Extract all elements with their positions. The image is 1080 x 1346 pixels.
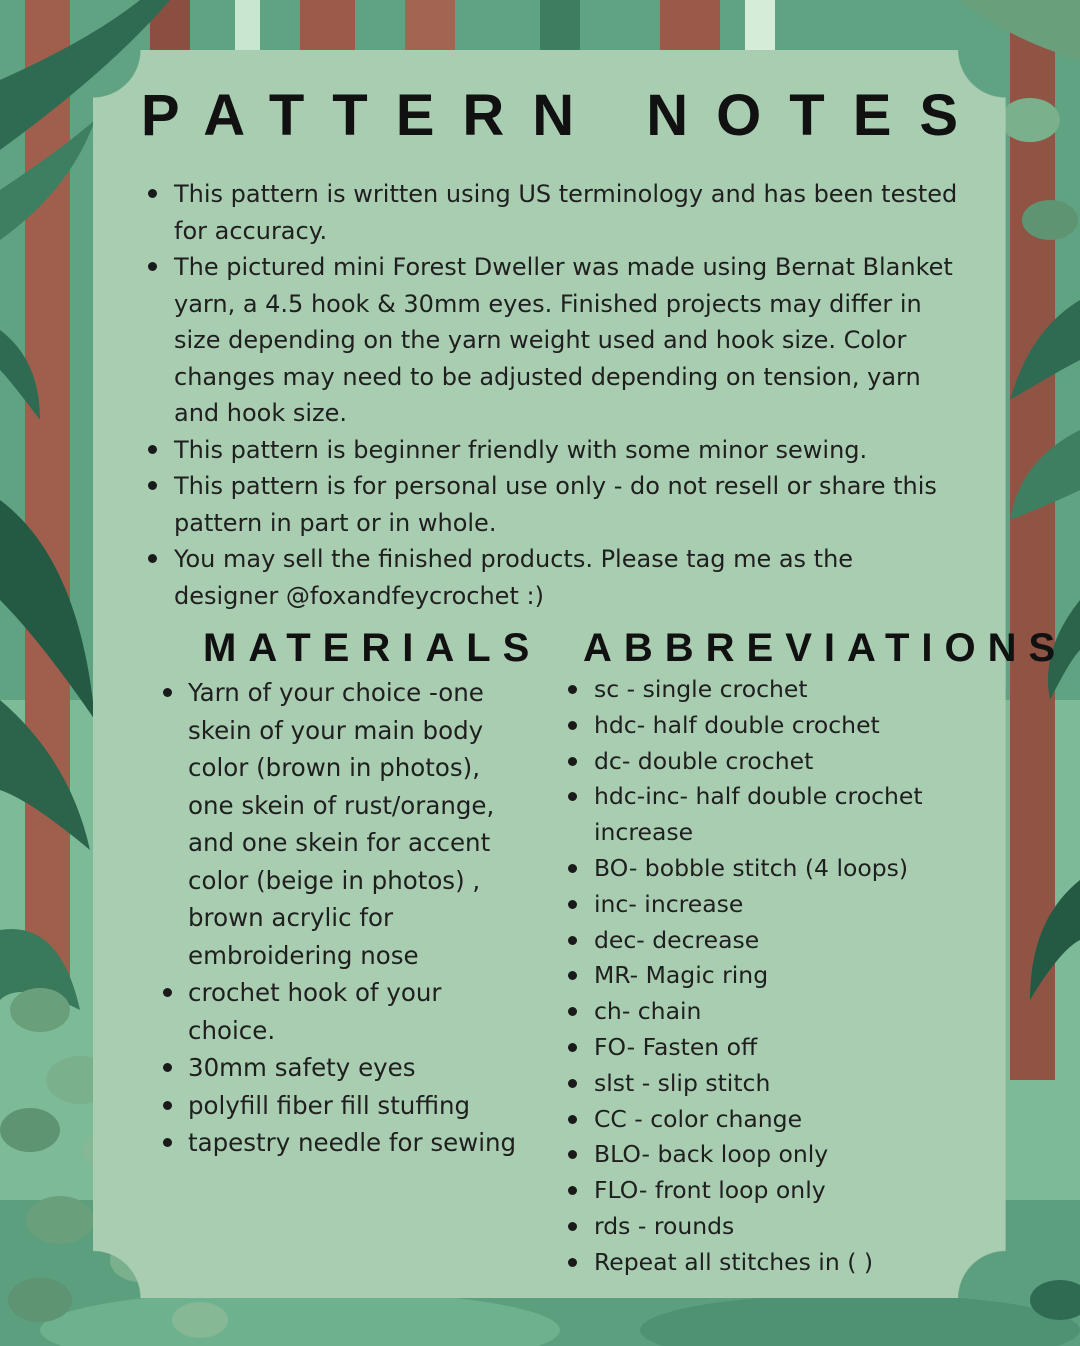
list-item: tapestry needle for sewing — [188, 1124, 528, 1162]
list-item: FO- Fasten off — [594, 1030, 984, 1066]
list-item: hdc- half double crochet — [594, 708, 984, 744]
abbreviations-heading: ABBREVIATIONS — [583, 626, 1068, 670]
list-item: FLO- front loop only — [594, 1173, 984, 1209]
page-title: PATTERN NOTES — [140, 83, 987, 148]
abbreviations-list — [594, 672, 984, 1281]
list-item: The pictured mini Forest Dweller was made using Bernat Blanket yarn, a 4.5 hook & 30mm eyes. Finished projects may differ in size depending on the yarn weight used and hook size. Color changes may need to be adjusted depending on tension, yarn and hook size. — [174, 249, 964, 432]
list-item: hdc-inc- half double crochet increase — [594, 779, 984, 851]
list-item: polyfill fiber fill stuffing — [188, 1087, 528, 1125]
pattern-notes-list — [174, 176, 964, 614]
list-item: CC - color change — [594, 1102, 984, 1138]
list-item: 30mm safety eyes — [188, 1049, 528, 1087]
list-item: You may sell the finished products. Please tag me as the designer @foxandfeycrochet :) — [174, 541, 964, 614]
list-item: BLO- back loop only — [594, 1137, 984, 1173]
list-item: crochet hook of your choice. — [188, 974, 528, 1049]
list-item: Yarn of your choice -one skein of your main body color (brown in photos), one skein of rust/orange, and one skein for accent color (beige in photos) , brown acrylic for embroidering nose — [188, 674, 528, 974]
list-item: Repeat all stitches in ( ) — [594, 1245, 984, 1281]
list-item: slst - slip stitch — [594, 1066, 984, 1102]
list-item: sc - single crochet — [594, 672, 984, 708]
list-item: BO- bobble stitch (4 loops) — [594, 851, 984, 887]
list-item: ch- chain — [594, 994, 984, 1030]
list-item: This pattern is beginner friendly with some minor sewing. — [174, 432, 964, 469]
materials-heading: MATERIALS — [203, 626, 542, 670]
list-item: This pattern is for personal use only - do not resell or share this pattern in part or in whole. — [174, 468, 964, 541]
materials-list — [188, 674, 528, 1162]
list-item: dc- double crochet — [594, 744, 984, 780]
list-item: rds - rounds — [594, 1209, 984, 1245]
list-item: dec- decrease — [594, 923, 984, 959]
list-item: This pattern is written using US terminology and has been tested for accuracy. — [174, 176, 964, 249]
list-item: MR- Magic ring — [594, 958, 984, 994]
list-item: inc- increase — [594, 887, 984, 923]
